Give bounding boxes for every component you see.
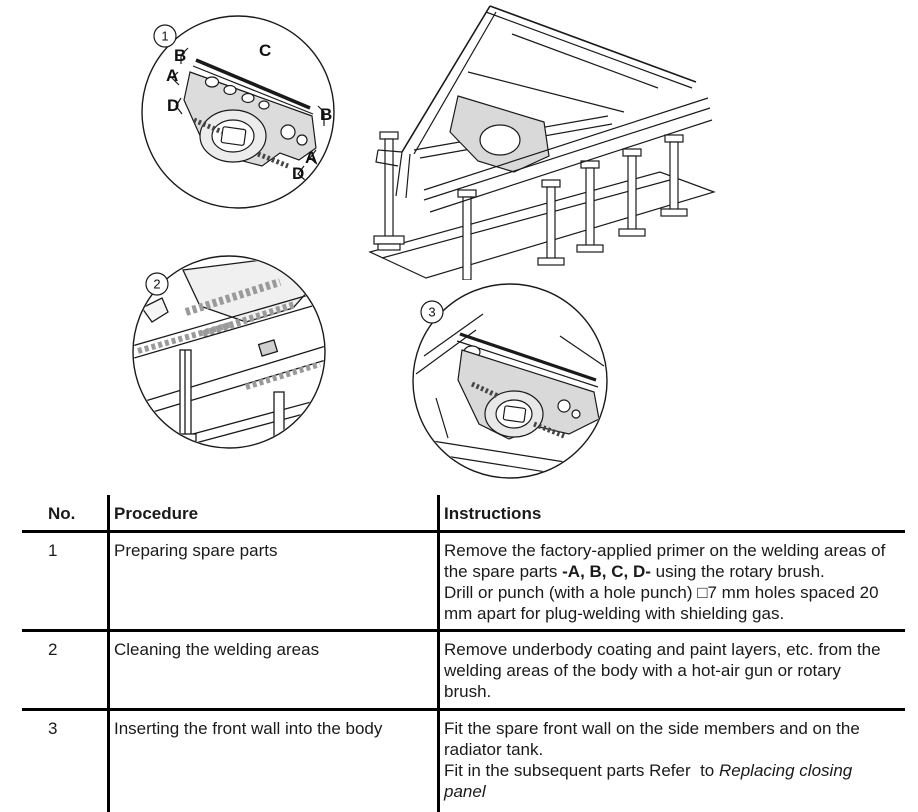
figure-main-body-on-jig <box>362 0 722 280</box>
row-3-no: 3 <box>48 719 58 738</box>
row-3-instruction-p2 <box>444 760 887 802</box>
row-1-instruction-p1 <box>444 540 891 582</box>
callout-2-badge <box>146 273 168 295</box>
figure-2-cleaning-welding-areas <box>128 250 332 454</box>
figure-3-drawing <box>408 278 614 484</box>
row-2-instruction-p1: Remove underbody coating and paint layers, etc. from the welding areas of the body with a hot-air gun or rotary brush. <box>444 640 886 701</box>
label-d-bottom: D <box>292 164 305 183</box>
table-row-3 <box>22 711 905 812</box>
col-header-instructions: Instructions <box>437 495 905 530</box>
figure-3-front-wall-inserted <box>408 278 614 484</box>
table-row-2 <box>22 632 905 711</box>
callout-3-badge <box>421 301 443 323</box>
cross-reference-italic: Replacing closing panel <box>444 761 857 801</box>
figure-main-drawing <box>362 0 722 280</box>
figure-1-spare-part-detail <box>136 8 340 212</box>
label-d-left: D <box>167 96 180 115</box>
table-header-row <box>22 495 905 533</box>
label-a-right: A <box>305 148 318 167</box>
row-2-no: 2 <box>48 640 58 659</box>
callout-2-number: 2 <box>153 276 161 292</box>
row-1-instructions <box>437 533 905 629</box>
bold-part-labels: -A, B, C, D- <box>562 562 651 581</box>
figure-2-drawing <box>128 250 332 454</box>
row-1-instruction-p2: Drill or punch (with a hole punch) □7 mm holes spaced 20 mm apart for plug-welding with shielding gas. <box>444 583 884 623</box>
label-b-right: B <box>320 105 333 124</box>
row-2-procedure: Cleaning the welding areas <box>107 632 437 708</box>
col-header-no: No. <box>48 504 76 523</box>
col-header-procedure: Procedure <box>107 495 437 530</box>
row-3-procedure: Inserting the front wall into the body <box>107 711 437 812</box>
callout-1-badge <box>154 25 176 47</box>
callout-3-number: 3 <box>428 304 436 320</box>
row-1-procedure: Preparing spare parts <box>107 533 437 629</box>
row-2-instructions <box>437 632 905 708</box>
figure-1-drawing <box>136 8 340 212</box>
row-3-instructions <box>437 711 905 812</box>
label-c-top: C <box>259 41 272 60</box>
row-3-instruction-p1: Fit the spare front wall on the side members and on the radiator tank. <box>444 719 865 759</box>
instruction-text: Fit in the subsequent parts Refer to <box>444 761 719 780</box>
instruction-text: using the rotary brush. <box>650 562 825 581</box>
procedure-table <box>22 495 905 812</box>
callout-1-number: 1 <box>161 28 169 44</box>
table-row-1 <box>22 533 905 632</box>
label-b-left: B <box>174 46 187 65</box>
instruction-text: Remove the factory-applied primer on the welding areas of the spare parts <box>444 541 891 581</box>
row-1-no: 1 <box>48 541 58 560</box>
label-a-left: A <box>166 66 179 85</box>
